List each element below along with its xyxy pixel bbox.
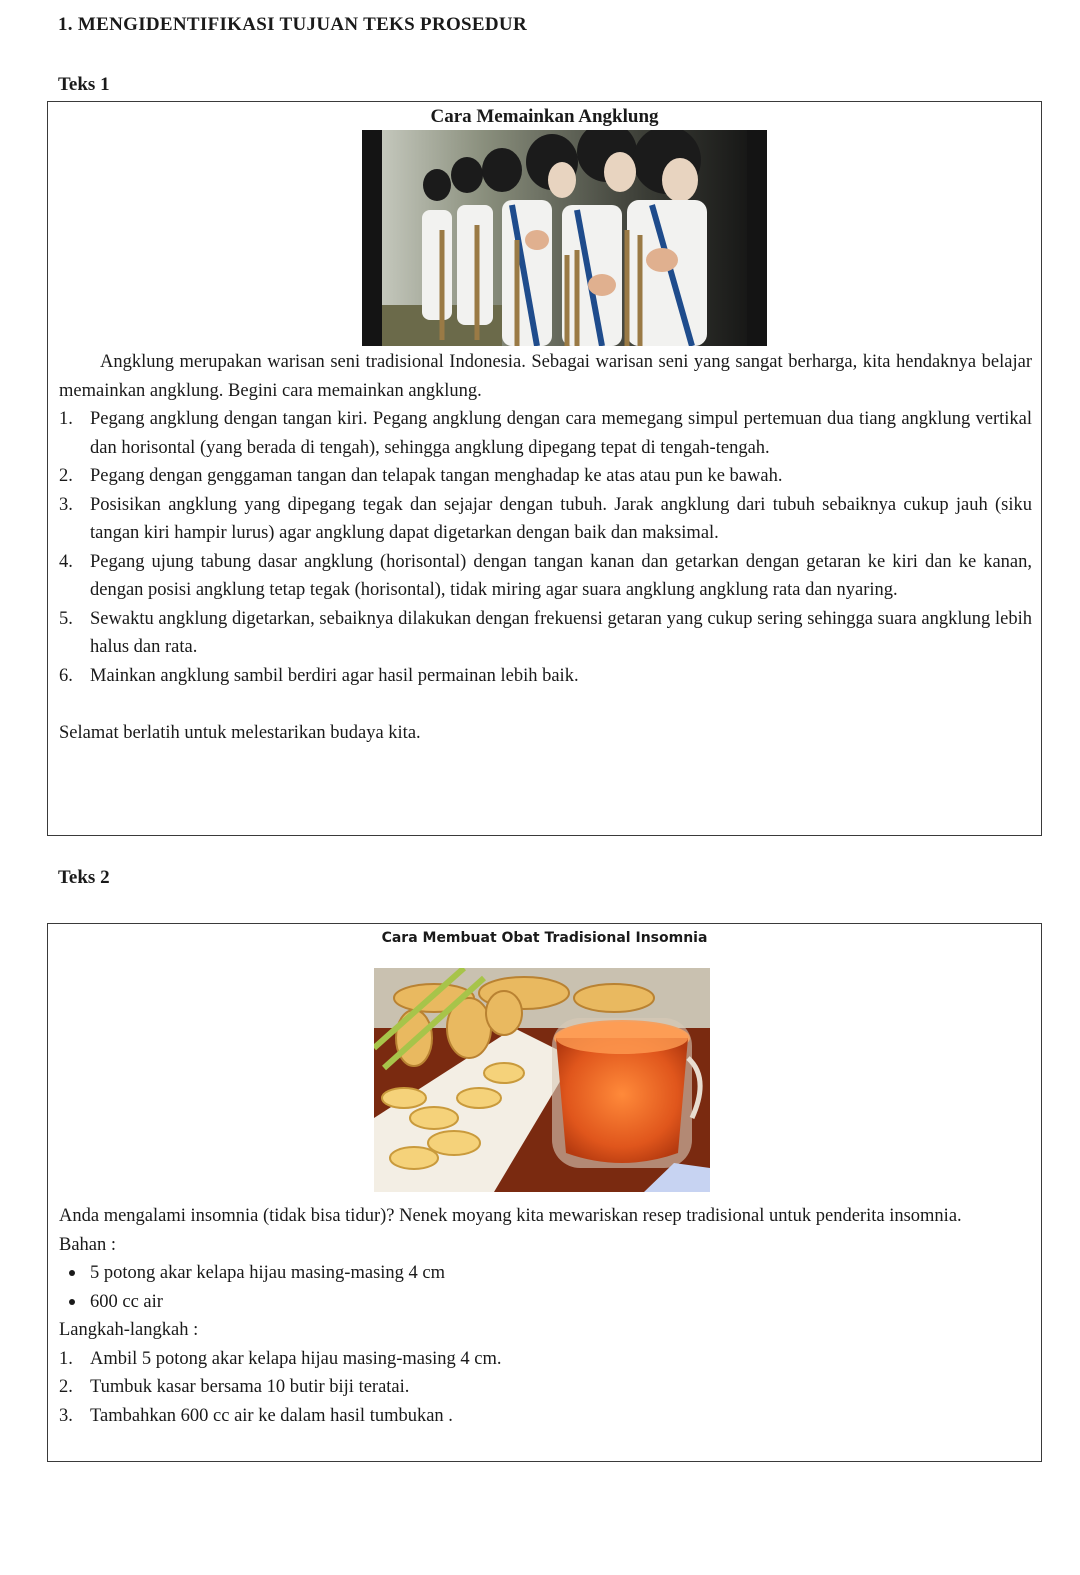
step-text: Posisikan angklung yang dipegang tegak dan sejajar dengan tubuh. Jarak angklung dari tubuh sebaiknya cukup jauh (siku tangan kiri hampir lurus) agar angklung dapat digetarkan dengan baik dan maksimal. bbox=[90, 494, 1032, 543]
teks2-body bbox=[59, 1202, 1032, 1430]
step-number: 5. bbox=[59, 608, 73, 629]
step-number: 2. bbox=[59, 1377, 73, 1397]
teks1-steps bbox=[59, 405, 1032, 690]
step-text: Mainkan angklung sambil berdiri agar hasil permainan lebih baik. bbox=[90, 665, 579, 686]
step-number: 4. bbox=[59, 551, 73, 572]
step-text: Sewaktu angklung digetarkan, sebaiknya dilakukan dengan frekuensi getaran yang cukup sering sehingga suara angklung lebih halus dan rata. bbox=[90, 608, 1032, 657]
bahan-list bbox=[59, 1259, 1032, 1316]
bullet-icon bbox=[69, 1270, 75, 1276]
list-item bbox=[59, 662, 1032, 691]
list-item bbox=[59, 605, 1032, 662]
page-heading: 1. MENGIDENTIFIKASI TUJUAN TEKS PROSEDUR bbox=[58, 14, 527, 35]
list-item bbox=[59, 462, 1032, 491]
step-text: Ambil 5 potong akar kelapa hijau masing-masing 4 cm. bbox=[90, 1348, 502, 1369]
step-number: 6. bbox=[59, 665, 73, 686]
teks1-box bbox=[47, 101, 1042, 836]
step-text: Pegang angklung dengan tangan kiri. Pegang angklung dengan cara memegang simpul pertemuan dua tiang angklung vertikal dan horisontal (yang berada di tengah), sehingga angklung dipegang tepat di tengah-tengah. bbox=[90, 409, 1032, 458]
list-item bbox=[59, 1402, 1032, 1431]
bahan-label: Bahan : bbox=[59, 1234, 117, 1255]
step-number: 1. bbox=[59, 409, 73, 429]
list-item bbox=[59, 1288, 1032, 1317]
step-text: Tambahkan 600 cc air ke dalam hasil tumbukan . bbox=[90, 1405, 453, 1426]
list-item bbox=[59, 1373, 1032, 1402]
list-item bbox=[59, 1345, 1032, 1374]
ginger-drink-photo bbox=[374, 968, 710, 1192]
list-item bbox=[59, 405, 1032, 462]
teks2-steps bbox=[59, 1345, 1032, 1431]
teks2-intro: Anda mengalami insomnia (tidak bisa tidur)? Nenek moyang kita mewariskan resep tradisional untuk penderita insomnia. bbox=[59, 1206, 962, 1226]
bullet-icon bbox=[69, 1299, 75, 1305]
bahan-text: 5 potong akar kelapa hijau masing-masing 4 cm bbox=[90, 1263, 446, 1283]
teks1-closing: Selamat berlatih untuk melestarikan budaya kita. bbox=[59, 723, 421, 743]
teks2-label: Teks 2 bbox=[58, 867, 110, 888]
teks2-box bbox=[47, 923, 1042, 1462]
step-number: 1. bbox=[59, 1348, 73, 1369]
step-text: Pegang dengan genggaman tangan dan telapak tangan menghadap ke atas atau pun ke bawah. bbox=[90, 466, 783, 486]
teks1-intro: Angklung merupakan warisan seni tradisional Indonesia. Sebagai warisan seni yang sangat berharga, kita hendaknya belajar memainkan angklung. Begini cara memainkan angklung. bbox=[59, 352, 1032, 401]
step-number: 3. bbox=[59, 494, 73, 515]
bahan-text: 600 cc air bbox=[90, 1291, 163, 1312]
list-item bbox=[59, 1259, 1032, 1288]
teks1-label: Teks 1 bbox=[58, 74, 110, 95]
step-number: 2. bbox=[59, 466, 73, 486]
teks1-body bbox=[59, 348, 1032, 748]
step-text: Pegang ujung tabung dasar angklung (horisontal) dengan tangan kanan dan getarkan dengan getaran ke kiri dan ke kanan, dengan posisi angklung tetap tegak (horisontal), tidak miring agar suara angklung angklung rata dan nyaring. bbox=[90, 551, 1032, 600]
step-text: Tumbuk kasar bersama 10 butir biji teratai. bbox=[90, 1377, 410, 1397]
langkah-label: Langkah-langkah : bbox=[59, 1320, 199, 1340]
teks2-title: Cara Membuat Obat Tradisional Insomnia bbox=[381, 930, 708, 946]
list-item bbox=[59, 491, 1032, 548]
angklung-photo bbox=[362, 130, 767, 346]
teks1-title: Cara Memainkan Angklung bbox=[430, 106, 659, 127]
step-number: 3. bbox=[59, 1405, 73, 1426]
list-item bbox=[59, 548, 1032, 605]
